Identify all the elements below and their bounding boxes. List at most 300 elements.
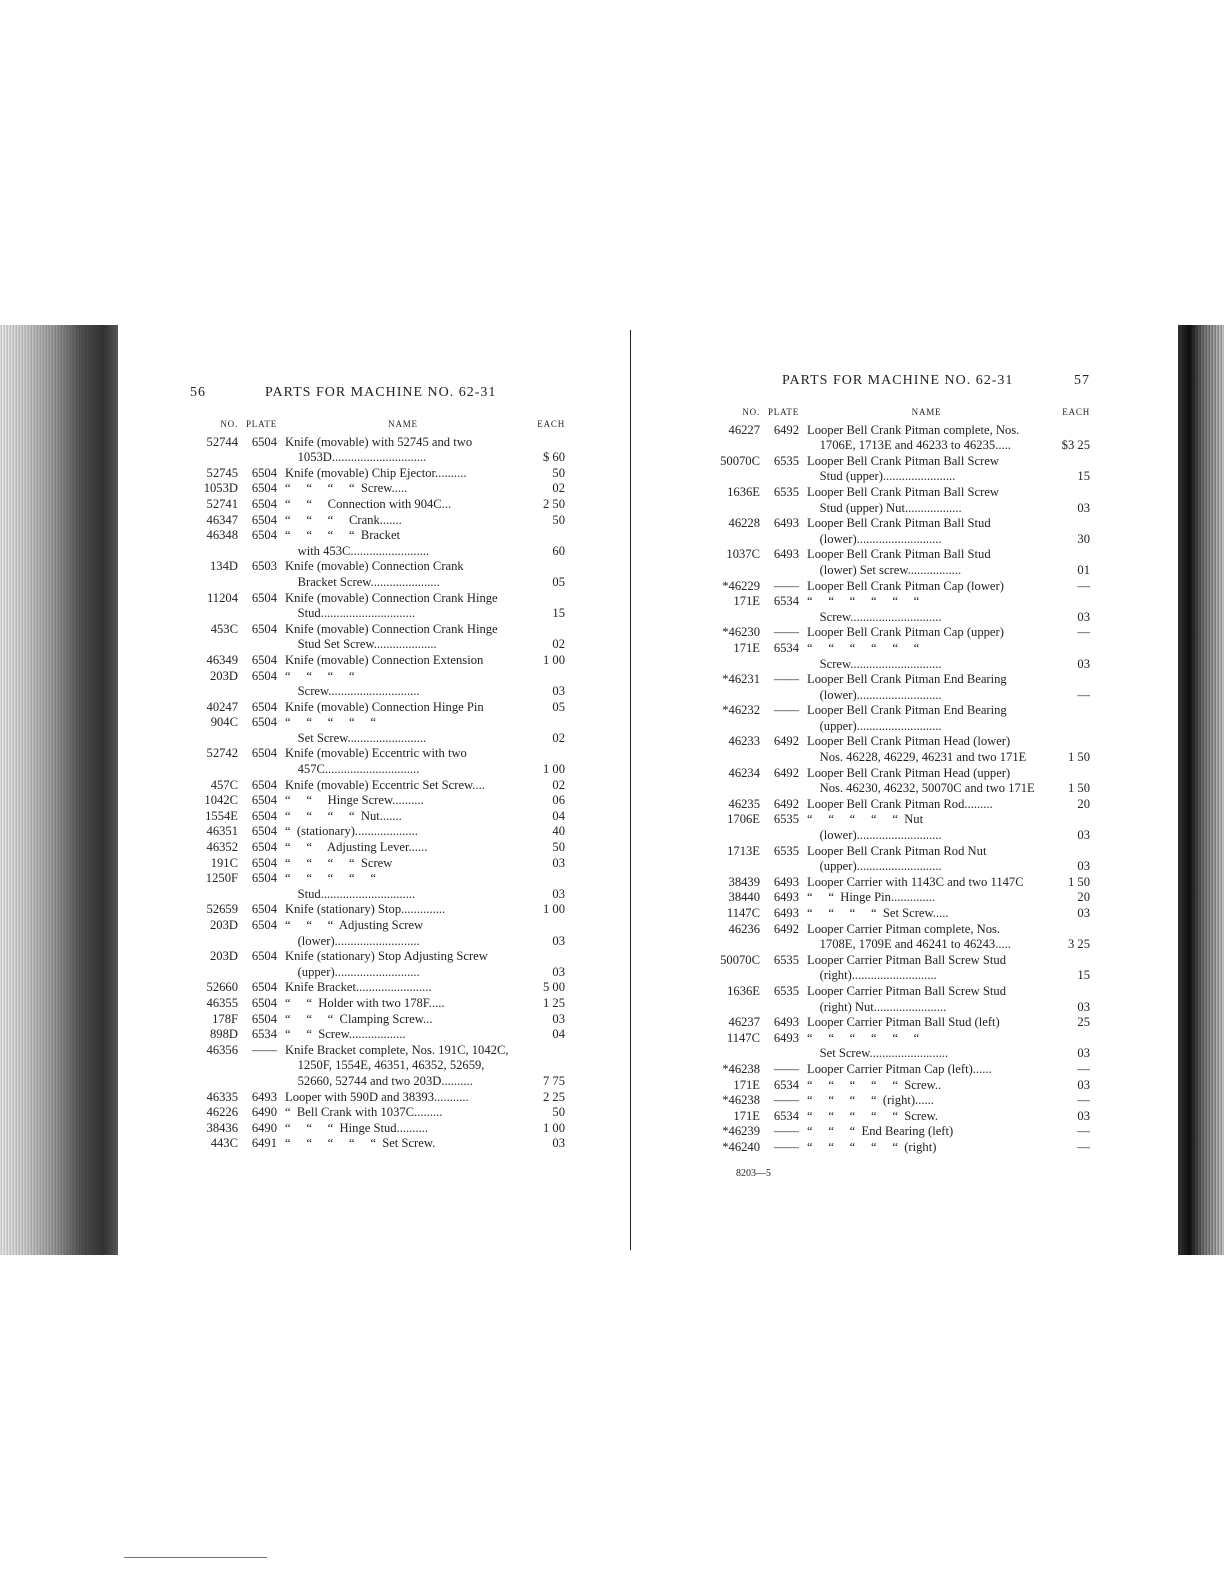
part-number: 1053D — [203, 481, 238, 496]
part-name: Looper Bell Crank Pitman Ball Screw Stud (upper)....................... — [807, 453, 1000, 484]
part-price: $3 25 — [1061, 438, 1090, 453]
part-price: — — [1077, 1139, 1090, 1154]
plate-number: 6535 — [773, 983, 799, 998]
part-row — [190, 528, 565, 559]
plate-number: 6504 — [251, 465, 277, 480]
plate-number: 6534 — [773, 594, 799, 609]
part-name: Knife (stationary) Stop Adjusting Screw (upper)........................... — [285, 949, 488, 979]
part-name: “ “ “ “ “ (right) — [807, 1139, 937, 1154]
part-number: *46229 — [722, 578, 760, 593]
part-number: 46356 — [206, 1042, 238, 1057]
part-number: 443C — [210, 1136, 238, 1151]
book-gutter — [630, 330, 631, 1250]
plate-number: 6493 — [773, 547, 799, 562]
part-price: 60 — [552, 543, 565, 558]
part-row — [190, 1121, 565, 1137]
plate-number: 6504 — [251, 434, 277, 449]
part-price: 1 00 — [542, 652, 565, 667]
part-name: Looper Carrier Pitman Ball Screw Stud (right) Nut....................... — [807, 983, 1007, 1014]
col-name-header: NAME — [388, 419, 418, 429]
part-row — [190, 653, 565, 669]
part-row — [712, 1062, 1090, 1078]
part-name: Knife (movable) Connection Extension — [285, 652, 484, 667]
part-price: 06 — [552, 793, 565, 808]
part-row — [190, 809, 565, 825]
part-name: “ “ “ End Bearing (left) — [807, 1124, 954, 1139]
part-name: Looper Bell Crank Pitman End Bearing (lower)........................... — [807, 672, 1007, 702]
part-name: Looper Bell Crank Pitman Cap (lower) — [807, 578, 1004, 593]
part-row — [712, 1109, 1090, 1125]
part-row — [190, 778, 565, 794]
part-name: “ “ “ “ Screw............................. — [285, 668, 420, 699]
plate-number: 6491 — [251, 1136, 277, 1151]
part-number: 178F — [212, 1011, 238, 1026]
part-name: Knife (movable) Chip Ejector.......... — [285, 465, 467, 480]
plate-number: —— — [773, 1061, 799, 1076]
plate-number: 6534 — [773, 1108, 799, 1123]
part-number: 1706E — [727, 812, 760, 827]
part-number: 38439 — [728, 874, 760, 889]
plate-number: 6493 — [251, 1089, 277, 1104]
part-row — [712, 1078, 1090, 1094]
part-name: Knife (movable) Eccentric Set Screw.... — [285, 777, 485, 792]
plate-number: 6534 — [773, 640, 799, 655]
part-row — [712, 1015, 1090, 1031]
col-plate-header: PLATE — [768, 407, 799, 417]
plate-number: 6504 — [251, 995, 277, 1010]
part-number: 457C — [210, 777, 238, 792]
part-price: 1 00 — [542, 762, 565, 777]
part-price: 03 — [552, 1136, 565, 1151]
part-number: 203D — [210, 918, 238, 932]
plate-number: 6493 — [773, 516, 799, 531]
part-number: 52741 — [206, 496, 238, 511]
part-price: 03 — [552, 933, 565, 948]
part-number: 1042C — [204, 793, 238, 808]
part-row — [190, 824, 565, 840]
part-name: Looper Bell Crank Pitman Head (upper) Nos. 46230, 46232, 50070C and two 171E — [807, 765, 1035, 796]
part-row — [712, 875, 1090, 891]
part-row — [190, 559, 565, 590]
part-price: 1 50 — [1067, 874, 1090, 889]
plate-number: 6534 — [251, 1027, 277, 1042]
part-row — [712, 625, 1090, 641]
part-number: 52742 — [206, 746, 238, 761]
part-number: 1250F — [205, 871, 238, 886]
part-number: *46239 — [722, 1124, 760, 1139]
part-row — [190, 1090, 565, 1106]
part-row — [190, 435, 565, 466]
part-row — [190, 949, 565, 980]
part-number: 46227 — [728, 422, 760, 437]
part-row — [712, 984, 1090, 1015]
plate-number: —— — [773, 703, 799, 718]
part-name: “ “ Screw.................. — [285, 1027, 406, 1042]
part-price: — — [1077, 1124, 1090, 1139]
plate-number: 6490 — [251, 1120, 277, 1135]
part-price: 03 — [1077, 1108, 1090, 1123]
part-price: 25 — [1077, 1015, 1090, 1030]
part-name: Knife (stationary) Stop.............. — [285, 902, 446, 917]
part-price: 03 — [1077, 1046, 1090, 1061]
part-name: “ “ Hinge Screw.......... — [285, 793, 424, 808]
left-page — [190, 385, 565, 1152]
part-row — [190, 793, 565, 809]
part-name: “ “ Adjusting Lever...... — [285, 840, 428, 855]
part-price: 50 — [552, 840, 565, 855]
part-price: 15 — [1077, 968, 1090, 983]
part-name: Looper Bell Crank Pitman Rod......... — [807, 796, 993, 811]
part-row — [712, 844, 1090, 875]
part-price: 30 — [1077, 531, 1090, 546]
part-name: “ “ “ Adjusting Screw (lower)........................... — [285, 918, 424, 948]
col-no-header: NO. — [742, 407, 760, 417]
part-row — [190, 996, 565, 1012]
part-number: 1147C — [726, 906, 760, 920]
part-number: 171E — [733, 640, 760, 655]
plate-number: 6535 — [773, 812, 799, 827]
part-name: Looper Carrier Pitman Ball Stud (left) — [807, 1015, 1000, 1030]
col-each-header: EACH — [537, 419, 565, 429]
part-price: 03 — [1077, 828, 1090, 843]
right-page — [712, 373, 1090, 1181]
right-page-edge — [1178, 325, 1224, 1255]
part-name: “ “ “ “ Nut....... — [285, 808, 402, 823]
part-number: 52744 — [206, 434, 238, 449]
part-price: 2 50 — [542, 496, 565, 511]
part-row — [190, 902, 565, 918]
column-headers — [712, 405, 1090, 421]
part-number: 50070C — [720, 453, 760, 468]
part-row — [712, 1093, 1090, 1109]
parts-list — [190, 435, 565, 1152]
plate-number: —— — [773, 1139, 799, 1154]
part-row — [712, 734, 1090, 765]
plate-number: 6504 — [251, 824, 277, 839]
part-row — [190, 669, 565, 700]
page-number: 57 — [1074, 373, 1090, 388]
part-number: 52660 — [206, 980, 238, 995]
part-name: “ “ “ “ Bracket with 453C......................... — [285, 528, 430, 558]
part-row — [190, 715, 565, 746]
part-price: 40 — [552, 824, 565, 839]
page-footer-code: 8203—5 — [736, 1167, 771, 1179]
part-number: 40247 — [206, 699, 238, 714]
plate-number: —— — [773, 1093, 799, 1108]
plate-number: 6535 — [773, 453, 799, 468]
part-name: “ “ “ “ “ “ Set Screw......................... — [807, 1030, 949, 1061]
part-price: 20 — [1077, 890, 1090, 905]
part-name: “ “ Connection with 904C... — [285, 496, 452, 511]
col-name-header: NAME — [911, 407, 942, 417]
plate-number: 6492 — [773, 921, 799, 936]
part-name: Knife (movable) Eccentric with two 457C.............................. — [285, 746, 467, 777]
part-row — [190, 1043, 565, 1090]
column-headers — [190, 417, 565, 433]
part-name: Knife Bracket........................ — [285, 980, 432, 995]
plate-number: 6503 — [251, 559, 277, 574]
plate-number: 6504 — [251, 621, 277, 636]
part-price: 02 — [552, 777, 565, 792]
part-number: 1636E — [727, 484, 760, 499]
part-number: 46228 — [728, 516, 760, 531]
part-name: “ “ “ “ “ Nut (lower)........................... — [807, 812, 942, 843]
plate-number: 6492 — [773, 796, 799, 811]
part-name: “ “ “ “ “ Screw.. — [807, 1077, 942, 1092]
part-number: 50070C — [720, 952, 760, 967]
part-row — [190, 700, 565, 716]
part-price: $ 60 — [542, 450, 565, 465]
part-name: Looper Carrier with 1143C and two 1147C — [807, 874, 1024, 889]
part-number: 898D — [210, 1027, 238, 1042]
part-name: Looper Bell Crank Pitman Head (lower) Nos. 46228, 46229, 46231 and two 171E — [807, 734, 1027, 765]
page-title: PARTS FOR MACHINE NO. 62-31 — [265, 385, 497, 400]
part-price: 1 50 — [1067, 781, 1090, 796]
part-price: — — [1077, 687, 1090, 702]
part-number: 46348 — [206, 528, 238, 543]
part-number: 1636E — [727, 983, 760, 998]
part-row — [712, 766, 1090, 797]
plate-number: —— — [251, 1042, 277, 1057]
col-no-header: NO. — [220, 419, 238, 429]
part-number: 46233 — [728, 734, 760, 749]
plate-number: 6492 — [773, 765, 799, 780]
part-price: 02 — [552, 730, 565, 745]
part-number: 171E — [733, 1108, 760, 1123]
part-name: Looper with 590D and 38393........... — [285, 1089, 469, 1104]
part-row — [190, 481, 565, 497]
part-row — [190, 1027, 565, 1043]
part-row — [712, 516, 1090, 547]
part-row — [712, 922, 1090, 953]
part-price: 2 25 — [542, 1089, 565, 1104]
part-number: 46351 — [206, 824, 238, 839]
part-price: — — [1077, 1061, 1090, 1076]
plate-number: 6504 — [251, 746, 277, 761]
part-name: “ “ Holder with two 178F..... — [285, 995, 445, 1010]
part-name: Looper Bell Crank Pitman End Bearing (upper)........................... — [807, 703, 1007, 733]
part-name: Looper Bell Crank Pitman Ball Stud (lower) Set screw................. — [807, 547, 991, 577]
part-price: 3 25 — [1067, 937, 1090, 952]
part-row — [712, 812, 1090, 843]
part-name: “ “ “ “ “ Set Screw......................... — [285, 715, 427, 745]
part-number: 38436 — [206, 1120, 238, 1135]
part-number: 1713E — [727, 843, 760, 858]
part-row — [712, 953, 1090, 984]
part-price: 05 — [552, 574, 565, 589]
part-row — [712, 1124, 1090, 1140]
part-row — [190, 466, 565, 482]
page-number: 56 — [190, 385, 206, 400]
part-number: 46226 — [206, 1105, 238, 1120]
part-price: 04 — [552, 1027, 565, 1042]
part-name: “ “ “ Clamping Screw... — [285, 1011, 433, 1026]
part-name: Knife (movable) Connection Hinge Pin — [285, 699, 484, 714]
plate-number: 6493 — [773, 890, 799, 905]
plate-number: 6493 — [773, 906, 799, 920]
plate-number: 6490 — [251, 1105, 277, 1120]
plate-number: 6504 — [251, 793, 277, 808]
plate-number: 6504 — [251, 699, 277, 714]
parts-list — [712, 423, 1090, 1156]
plate-number: 6504 — [251, 855, 277, 870]
plate-number: —— — [773, 1124, 799, 1139]
part-name: “ “ “ “ “ Screw. — [807, 1108, 939, 1123]
part-row — [712, 906, 1090, 922]
part-number: *46238 — [722, 1093, 760, 1108]
part-number: 46236 — [728, 921, 760, 936]
part-number: 1554E — [205, 808, 238, 823]
part-price: 05 — [552, 699, 565, 714]
plate-number: 6535 — [773, 952, 799, 967]
part-row — [712, 890, 1090, 906]
part-price: 15 — [1077, 469, 1090, 484]
plate-number: 6504 — [251, 902, 277, 917]
part-row — [712, 797, 1090, 813]
part-number: *46230 — [722, 625, 760, 640]
col-plate-header: PLATE — [246, 419, 277, 429]
part-price: 03 — [1077, 859, 1090, 874]
col-each-header: EACH — [1062, 407, 1090, 417]
right-page-header — [712, 373, 1090, 395]
part-number: 134D — [210, 559, 238, 574]
plate-number: 6504 — [251, 871, 277, 886]
part-name: Looper Bell Crank Pitman Rod Nut (upper)........................... — [807, 843, 987, 874]
part-number: 52659 — [206, 902, 238, 917]
part-price: 1 00 — [542, 902, 565, 917]
part-name: “ “ “ “ “ Set Screw. — [285, 1136, 436, 1151]
part-price: — — [1077, 578, 1090, 593]
plate-number: 6534 — [773, 1077, 799, 1092]
plate-number: 6504 — [251, 590, 277, 605]
part-row — [190, 1012, 565, 1028]
part-number: *46232 — [722, 703, 760, 718]
part-price: 50 — [552, 465, 565, 480]
plate-number: 6504 — [251, 777, 277, 792]
part-name: “ (stationary).................... — [285, 824, 418, 839]
part-number: 46234 — [728, 765, 760, 780]
part-row — [190, 856, 565, 872]
blue-underline-mark — [124, 1557, 267, 1558]
part-number: 171E — [733, 594, 760, 609]
part-price: 03 — [552, 1011, 565, 1026]
part-number: 904C — [210, 715, 238, 730]
left-page-edge — [0, 325, 118, 1255]
part-row — [712, 485, 1090, 516]
part-price: 04 — [552, 808, 565, 823]
plate-number: 6492 — [773, 422, 799, 437]
part-price: 7 75 — [542, 1073, 565, 1088]
part-number: 46355 — [206, 995, 238, 1010]
part-price: 03 — [1077, 906, 1090, 920]
plate-number: 6504 — [251, 481, 277, 496]
part-price: 20 — [1077, 796, 1090, 811]
part-price: 01 — [1077, 562, 1090, 577]
part-row — [190, 622, 565, 653]
part-row — [712, 579, 1090, 595]
part-row — [712, 1031, 1090, 1062]
part-number: 191C — [210, 855, 238, 870]
part-price: 03 — [552, 964, 565, 979]
plate-number: 6493 — [773, 874, 799, 889]
part-name: Knife (movable) Connection Crank Bracket Screw...................... — [285, 559, 464, 589]
part-row — [190, 871, 565, 902]
part-number: 52745 — [206, 465, 238, 480]
plate-number: 6504 — [251, 1011, 277, 1026]
plate-number: 6504 — [251, 652, 277, 667]
part-name: “ “ “ “ “ “ Screw............................. — [807, 640, 942, 671]
part-name: “ “ “ “ (right)...... — [807, 1093, 934, 1108]
part-name: “ “ “ “ Screw..... — [285, 481, 408, 496]
part-price: 02 — [552, 481, 565, 496]
part-price: 1 25 — [542, 995, 565, 1010]
part-price: — — [1077, 1093, 1090, 1108]
part-price: 50 — [552, 512, 565, 527]
page-title: PARTS FOR MACHINE NO. 62-31 — [782, 373, 1014, 388]
part-price: 03 — [1077, 999, 1090, 1014]
part-price: 1 00 — [542, 1120, 565, 1135]
part-price: 15 — [552, 606, 565, 621]
part-price: 03 — [1077, 1077, 1090, 1092]
part-price: 03 — [1077, 609, 1090, 624]
plate-number: —— — [773, 578, 799, 593]
plate-number: —— — [773, 672, 799, 687]
part-number: 46235 — [728, 796, 760, 811]
plate-number: —— — [773, 625, 799, 640]
part-price: 03 — [1077, 656, 1090, 671]
part-name: “ “ “ Hinge Stud.......... — [285, 1120, 429, 1135]
part-name: “ “ “ “ “ “ Screw............................. — [807, 594, 942, 624]
part-number: 46347 — [206, 512, 238, 527]
part-row — [712, 1140, 1090, 1156]
part-row — [190, 980, 565, 996]
part-row — [712, 454, 1090, 485]
part-number: 453C — [210, 621, 238, 636]
part-row — [190, 591, 565, 622]
part-row — [712, 672, 1090, 703]
plate-number: 6493 — [773, 1015, 799, 1030]
plate-number: 6504 — [251, 512, 277, 527]
part-name: “ “ Hinge Pin.............. — [807, 890, 936, 905]
plate-number: 6504 — [251, 918, 277, 932]
plate-number: 6535 — [773, 843, 799, 858]
plate-number: 6504 — [251, 980, 277, 995]
part-number: 46349 — [206, 652, 238, 667]
part-name: Knife (movable) Connection Crank Hinge Stud Set Screw.................... — [285, 621, 498, 652]
part-name: “ Bell Crank with 1037C......... — [285, 1105, 443, 1120]
part-number: 38440 — [728, 890, 760, 905]
part-number: *46240 — [722, 1139, 760, 1154]
part-name: Looper Carrier Pitman complete, Nos. 1708E, 1709E and 46241 to 46243..... — [807, 921, 1011, 952]
part-price: 02 — [552, 637, 565, 652]
part-row — [712, 547, 1090, 578]
plate-number: 6504 — [251, 949, 277, 964]
part-price: — — [1077, 625, 1090, 640]
part-name: Looper Bell Crank Pitman complete, Nos. 1706E, 1713E and 46233 to 46235..... — [807, 422, 1020, 453]
part-row — [712, 423, 1090, 454]
part-price: 03 — [1077, 500, 1090, 515]
plate-number: 6504 — [251, 715, 277, 730]
part-price: 5 00 — [542, 980, 565, 995]
plate-number: 6493 — [773, 1030, 799, 1045]
part-number: 46335 — [206, 1089, 238, 1104]
part-number: 46352 — [206, 840, 238, 855]
part-name: Knife (movable) with 52745 and two 1053D.............................. — [285, 434, 473, 465]
part-price: 03 — [552, 886, 565, 901]
part-number: 203D — [210, 949, 238, 964]
plate-number: 6504 — [251, 808, 277, 823]
part-row — [712, 703, 1090, 734]
